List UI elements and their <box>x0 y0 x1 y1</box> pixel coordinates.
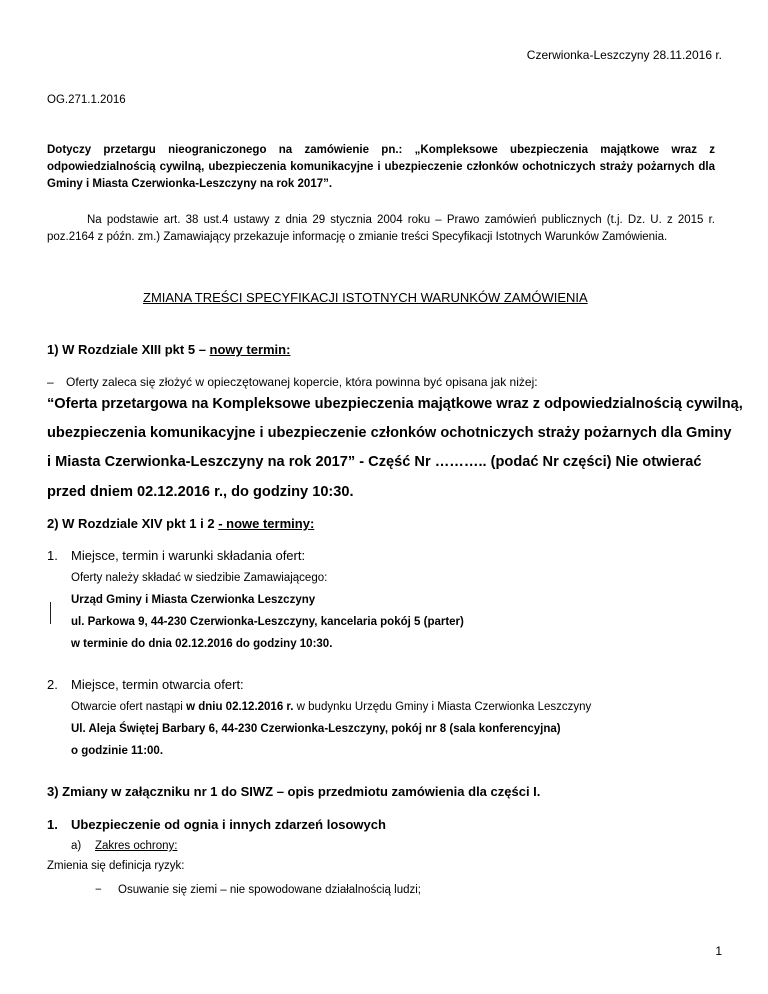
section3-heading: 3) Zmiany w załączniku nr 1 do SIWZ – opis przedmiotu zamówienia dla części I. <box>47 784 541 799</box>
quote-line-3: i Miasta Czerwionka-Leszczyny na rok 2017” - Część Nr ……….. (podać Nr części) Nie otwierać <box>47 454 702 470</box>
intro-paragraph: Na podstawie art. 38 ust.4 ustawy z dnia 29 stycznia 2004 roku – Prawo zamówień publicznych (t.j. Dz. U. z 2015 r. poz.2164 z późn. zm.) Zamawiający przekazuje informację o zmianie treści Specyfikacji Istotnych Warunków Zamówienia. <box>47 214 715 243</box>
quote-line-2: ubezpieczenia komunikacyjne i ubezpieczenie członków ochotniczych straży pożarnych dla Gminy <box>47 425 732 441</box>
section2-heading-underlined: - nowe terminy: <box>218 516 315 531</box>
item1-title: Miejsce, termin i warunki składania ofert: <box>71 548 306 563</box>
section1-bullet-marker: – <box>47 375 54 389</box>
section3-a-marker: a) <box>71 840 82 852</box>
item2-line1-c: w budynku Urzędu Gminy i Miasta Czerwionka Leszczyny <box>293 701 592 713</box>
item1-number: 1. <box>47 548 58 563</box>
item2-line1-a: Otwarcie ofert nastąpi <box>71 701 187 713</box>
section2-heading-prefix: 2) W Rozdziale XIV pkt 1 i 2 <box>47 516 219 531</box>
item2-title: Miejsce, termin otwarcia ofert: <box>71 677 244 692</box>
section3-change-text: Zmienia się definicja ryzyk: <box>47 860 185 872</box>
section1-heading <box>47 342 290 357</box>
item1-line4: w terminie do dnia 02.12.2016 do godziny 10:30. <box>71 638 333 650</box>
section1-heading-prefix: 1) W Rozdziale XIII pkt 5 – <box>47 342 210 357</box>
section3-dash-text: Osuwanie się ziemi – nie spowodowane działalnością ludzi; <box>118 884 421 896</box>
subject-paragraph: Dotyczy przetargu nieograniczonego na zamówienie pn.: „Kompleksowe ubezpieczenia majątkowe wraz z odpowiedzialnością cywilną, ubezpieczenia komunikacyjne i ubezpieczenie członków ochotniczych straży pożarnych dla Gminy i Miasta Czerwionka-Leszczyny na rok 2017”. <box>47 144 715 190</box>
section1-heading-underlined: nowy termin: <box>209 342 291 357</box>
section3-sub-heading: Ubezpieczenie od ognia i innych zdarzeń losowych <box>71 817 386 832</box>
section3-a-text: Zakres ochrony: <box>95 840 178 852</box>
change-bar <box>50 602 51 624</box>
item2-number: 2. <box>47 677 58 692</box>
main-title: ZMIANA TREŚCI SPECYFIKACJI ISTOTNYCH WARUNKÓW ZAMÓWIENIA <box>143 290 588 305</box>
item2-line1 <box>71 701 591 713</box>
place-date: Czerwionka-Leszczyny 28.11.2016 r. <box>526 48 722 62</box>
item2-line1-b: w dniu 02.12.2016 r. <box>186 701 294 713</box>
page-number: 1 <box>715 944 722 958</box>
section3-dash: − <box>95 884 102 896</box>
section3-sub-number: 1. <box>47 817 58 832</box>
quote-line-4: przed dniem 02.12.2016 r., do godziny 10:30. <box>47 484 354 500</box>
item2-line3: o godzinie 11:00. <box>71 745 164 757</box>
quote-line-1: “Oferta przetargowa na Kompleksowe ubezpieczenia majątkowe wraz z odpowiedzialnością cywilną, <box>47 396 743 412</box>
item2-line2: Ul. Aleja Świętej Barbary 6, 44-230 Czerwionka-Leszczyny, pokój nr 8 (sala konferencyjna) <box>71 723 561 735</box>
section2-heading <box>47 516 314 531</box>
item1-line3: ul. Parkowa 9, 44-230 Czerwionka-Leszczyny, kancelaria pokój 5 (parter) <box>71 616 464 628</box>
item1-line1: Oferty należy składać w siedzibie Zamawiającego: <box>71 572 328 584</box>
item1-line2: Urząd Gminy i Miasta Czerwionka Leszczyny <box>71 594 316 606</box>
reference-number: OG.271.1.2016 <box>47 94 126 106</box>
section1-bullet-text: Oferty zaleca się złożyć w opieczętowanej kopercie, która powinna być opisana jak niżej: <box>66 375 538 389</box>
